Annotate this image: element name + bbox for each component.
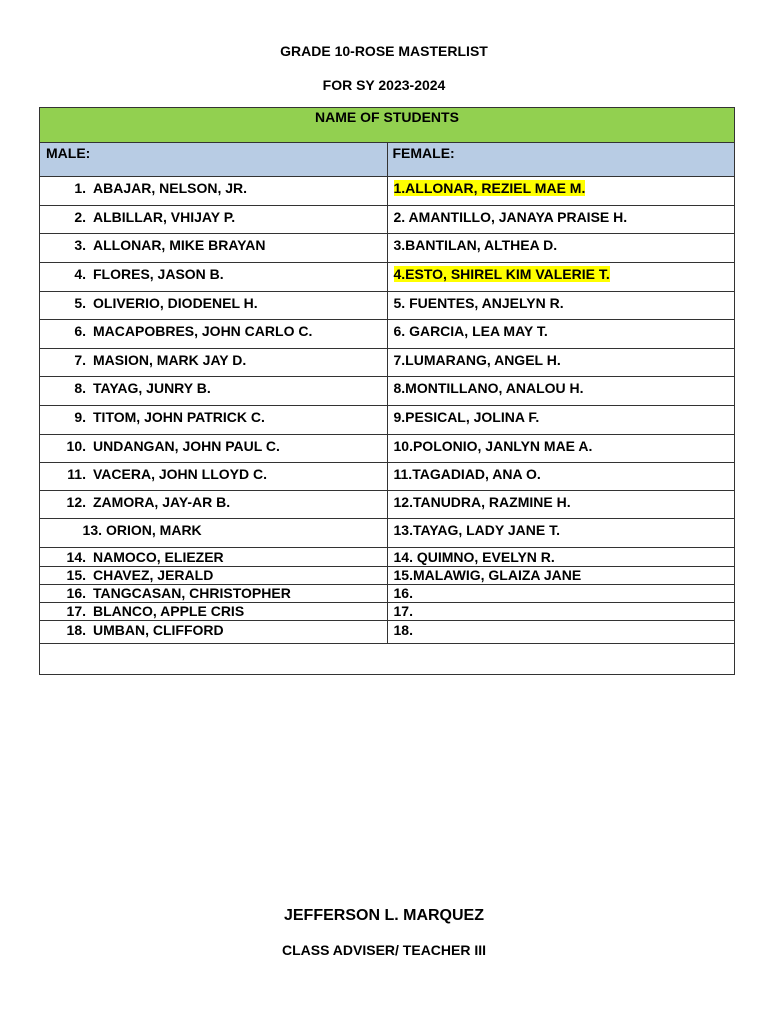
school-year: FOR SY 2023-2024	[322, 77, 446, 93]
male-number: 10.	[66, 438, 86, 454]
table-heading-row	[40, 108, 735, 143]
male-number: 14.	[66, 549, 86, 565]
table-row	[40, 548, 735, 567]
table-row	[40, 621, 735, 644]
female-name: 18.	[393, 622, 413, 638]
table-row	[40, 206, 735, 234]
male-name: ALBILLAR, VHIJAY P.	[93, 209, 236, 225]
female-name: 12.TANUDRA, RAZMINE H.	[393, 494, 571, 510]
table-row	[40, 349, 735, 377]
male-name: OLIVERIO, DIODENEL H.	[93, 295, 258, 311]
table-row	[40, 567, 735, 585]
male-number: 6.	[74, 323, 86, 339]
male-name: ABAJAR, NELSON, JR.	[93, 180, 248, 196]
table-row	[40, 585, 735, 603]
male-label: MALE:	[40, 143, 388, 177]
female-name: 9.PESICAL, JOLINA F.	[393, 409, 540, 425]
female-name: 1.ALLONAR, REZIEL MAE M.	[393, 180, 586, 196]
male-name: ORION, MARK	[106, 522, 202, 538]
female-name: 4.ESTO, SHIREL KIM VALERIE T.	[393, 266, 610, 282]
male-name: UMBAN, CLIFFORD	[93, 622, 224, 638]
table-row	[40, 263, 735, 292]
table-row	[40, 519, 735, 548]
table-row	[40, 463, 735, 491]
table-row	[40, 406, 735, 435]
masterlist-table	[39, 107, 735, 675]
male-name: MACAPOBRES, JOHN CARLO C.	[93, 323, 313, 339]
female-name: 2. AMANTILLO, JANAYA PRAISE H.	[393, 209, 628, 225]
female-name: 6. GARCIA, LEA MAY T.	[393, 323, 548, 339]
table-row	[40, 177, 735, 206]
female-name: 14. QUIMNO, EVELYN R.	[393, 549, 555, 565]
table-row	[40, 435, 735, 463]
table-row-empty	[40, 644, 735, 675]
male-number: 9.	[74, 409, 86, 425]
table-row	[40, 377, 735, 406]
male-number: 7.	[74, 352, 86, 368]
male-number: 16.	[66, 585, 86, 601]
male-name: VACERA, JOHN LLOYD C.	[93, 466, 267, 482]
male-name: MASION, MARK JAY D.	[93, 352, 247, 368]
male-name: BLANCO, APPLE CRIS	[93, 603, 245, 619]
table-row	[40, 320, 735, 349]
male-number: 2.	[74, 209, 86, 225]
male-name: NAMOCO, ELIEZER	[93, 549, 224, 565]
male-number: 11.	[67, 466, 86, 482]
female-name: 16.	[393, 585, 413, 601]
male-name: TAYAG, JUNRY B.	[93, 380, 211, 396]
female-name: 10.POLONIO, JANLYN MAE A.	[393, 438, 593, 454]
male-number: 3.	[74, 237, 86, 253]
female-name: 11.TAGADIAD, ANA O.	[393, 466, 541, 482]
male-name: UNDANGAN, JOHN PAUL C.	[93, 438, 280, 454]
male-number: 8.	[74, 380, 86, 396]
male-number: 4.	[74, 266, 86, 282]
female-label: FEMALE:	[387, 143, 735, 177]
female-name: 17.	[393, 603, 413, 619]
adviser-name: JEFFERSON L. MARQUEZ	[283, 907, 484, 924]
table-subheading-row	[40, 143, 735, 177]
male-name: FLORES, JASON B.	[93, 266, 224, 282]
female-name: 5. FUENTES, ANJELYN R.	[393, 295, 564, 311]
male-number: 15.	[66, 567, 86, 583]
table-row	[40, 234, 735, 263]
table-row	[40, 603, 735, 621]
adviser-role: CLASS ADVISER/ TEACHER III	[281, 942, 487, 958]
female-name: 15.MALAWIG, GLAIZA JANE	[393, 567, 582, 583]
table-heading: NAME OF STUDENTS	[40, 108, 735, 143]
female-name: 13.TAYAG, LADY JANE T.	[393, 522, 561, 538]
male-name: ALLONAR, MIKE BRAYAN	[93, 237, 266, 253]
male-number: 13.	[82, 522, 102, 538]
document-title: GRADE 10-ROSE MASTERLIST	[280, 43, 488, 59]
female-name: 8.MONTILLANO, ANALOU H.	[393, 380, 584, 396]
male-name: TANGCASAN, CHRISTOPHER	[93, 585, 291, 601]
male-name: ZAMORA, JAY-AR B.	[93, 494, 231, 510]
male-number: 12.	[66, 494, 86, 510]
female-name: 3.BANTILAN, ALTHEA D.	[393, 237, 558, 253]
male-number: 18.	[66, 622, 86, 638]
male-number: 17.	[66, 603, 86, 619]
table-row	[40, 491, 735, 519]
table-row	[40, 292, 735, 320]
male-number: 5.	[74, 295, 86, 311]
female-name: 7.LUMARANG, ANGEL H.	[393, 352, 561, 368]
male-name: CHAVEZ, JERALD	[93, 567, 214, 583]
male-name: TITOM, JOHN PATRICK C.	[93, 409, 265, 425]
male-number: 1.	[74, 180, 86, 196]
